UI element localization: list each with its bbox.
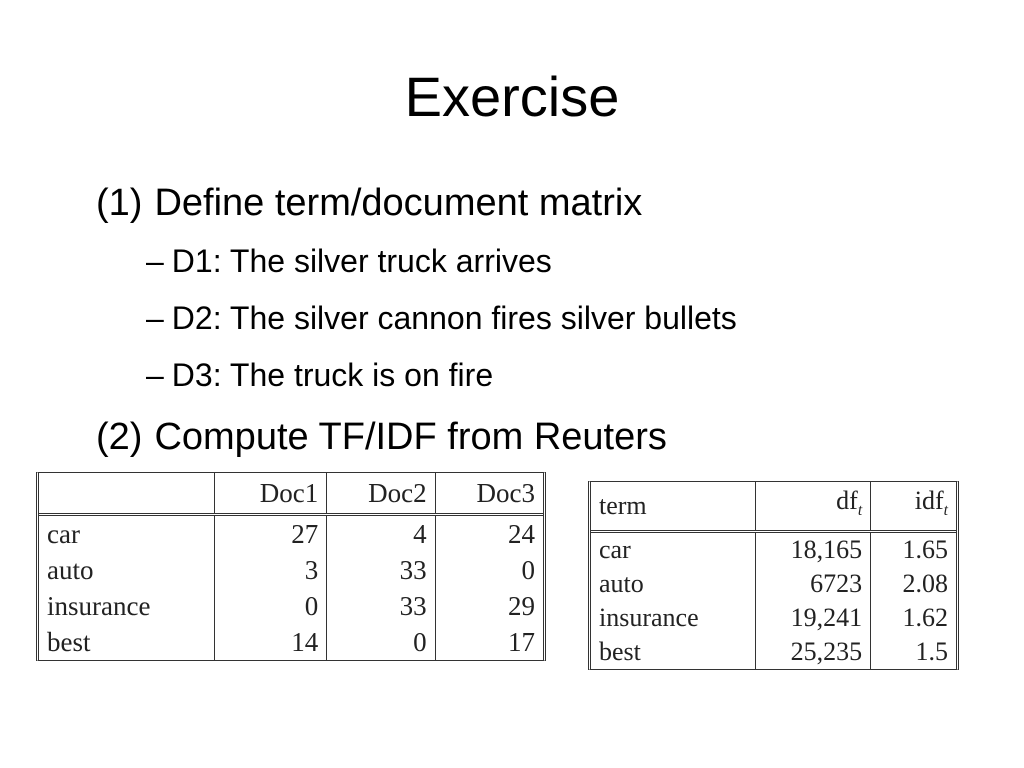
term-cell: auto (39, 552, 214, 588)
df-cell: 19,241 (755, 601, 871, 635)
header-cell (871, 482, 956, 532)
dash-marker: – (146, 243, 164, 279)
idf-cell: 1.62 (902, 603, 948, 633)
bullet-define-matrix (96, 180, 642, 226)
value-cell: 0 (214, 588, 326, 624)
header-cell: Doc1 (214, 473, 326, 515)
value-cell: 0 (327, 624, 435, 660)
table-row (591, 567, 956, 601)
df-cell: 6723 (755, 567, 871, 601)
dash-marker: – (146, 300, 164, 336)
header-subscript: t (857, 502, 863, 520)
subbullet-d3 (146, 355, 493, 395)
idf-cell: 1.65 (902, 535, 948, 565)
header-subscript: t (943, 502, 948, 520)
bullet-label: (1) (96, 182, 143, 224)
table-header-row (591, 482, 956, 532)
subbullet-text: D1: The silver truck arrives (171, 243, 552, 279)
table-row (39, 515, 543, 553)
table-row (39, 624, 543, 660)
term-cell: car (39, 515, 214, 553)
dash-marker: – (146, 357, 164, 393)
header-cell: Doc3 (435, 473, 543, 515)
term-cell: insurance (39, 588, 214, 624)
value-cell: 33 (327, 588, 435, 624)
term-frequency-table (36, 472, 546, 661)
header-cell (755, 482, 871, 532)
bullet-text: Define term/document matrix (154, 182, 643, 224)
header-idf: idf (914, 486, 944, 515)
value-cell: 4 (327, 515, 435, 553)
value-cell: 29 (508, 591, 535, 621)
header-cell: term (591, 482, 755, 532)
table-row (39, 588, 543, 624)
idf-cell: 2.08 (902, 569, 948, 599)
bullet-label: (2) (96, 416, 143, 458)
term-cell: insurance (591, 601, 755, 635)
header-df: df (836, 486, 858, 515)
idf-cell: 1.5 (915, 637, 948, 667)
term-cell: auto (591, 567, 755, 601)
term-cell: best (591, 635, 755, 669)
df-cell: 18,165 (755, 532, 871, 568)
bullet-text: Compute TF/IDF from Reuters (154, 416, 667, 458)
subbullet-d1 (146, 241, 552, 281)
subbullet-text: D2: The silver cannon fires silver bullets (171, 300, 737, 336)
table-row (39, 552, 543, 588)
table-row (591, 601, 956, 635)
subbullet-d2 (146, 298, 737, 338)
slide-title: Exercise (404, 65, 620, 128)
bullet-compute-tfidf (96, 414, 667, 460)
value-cell: 24 (508, 519, 535, 549)
value-cell: 27 (214, 515, 326, 553)
value-cell: 17 (508, 627, 535, 657)
table-row (591, 532, 956, 568)
table-header-row (39, 473, 543, 515)
header-cell (39, 473, 214, 515)
idf-table (588, 481, 959, 670)
df-cell: 25,235 (755, 635, 871, 669)
header-cell: Doc2 (327, 473, 435, 515)
term-cell: best (39, 624, 214, 660)
value-cell: 3 (214, 552, 326, 588)
term-cell: car (591, 532, 755, 568)
value-cell: 0 (521, 555, 535, 585)
value-cell: 14 (214, 624, 326, 660)
subbullet-text: D3: The truck is on fire (171, 357, 494, 393)
value-cell: 33 (327, 552, 435, 588)
table-row (591, 635, 956, 669)
